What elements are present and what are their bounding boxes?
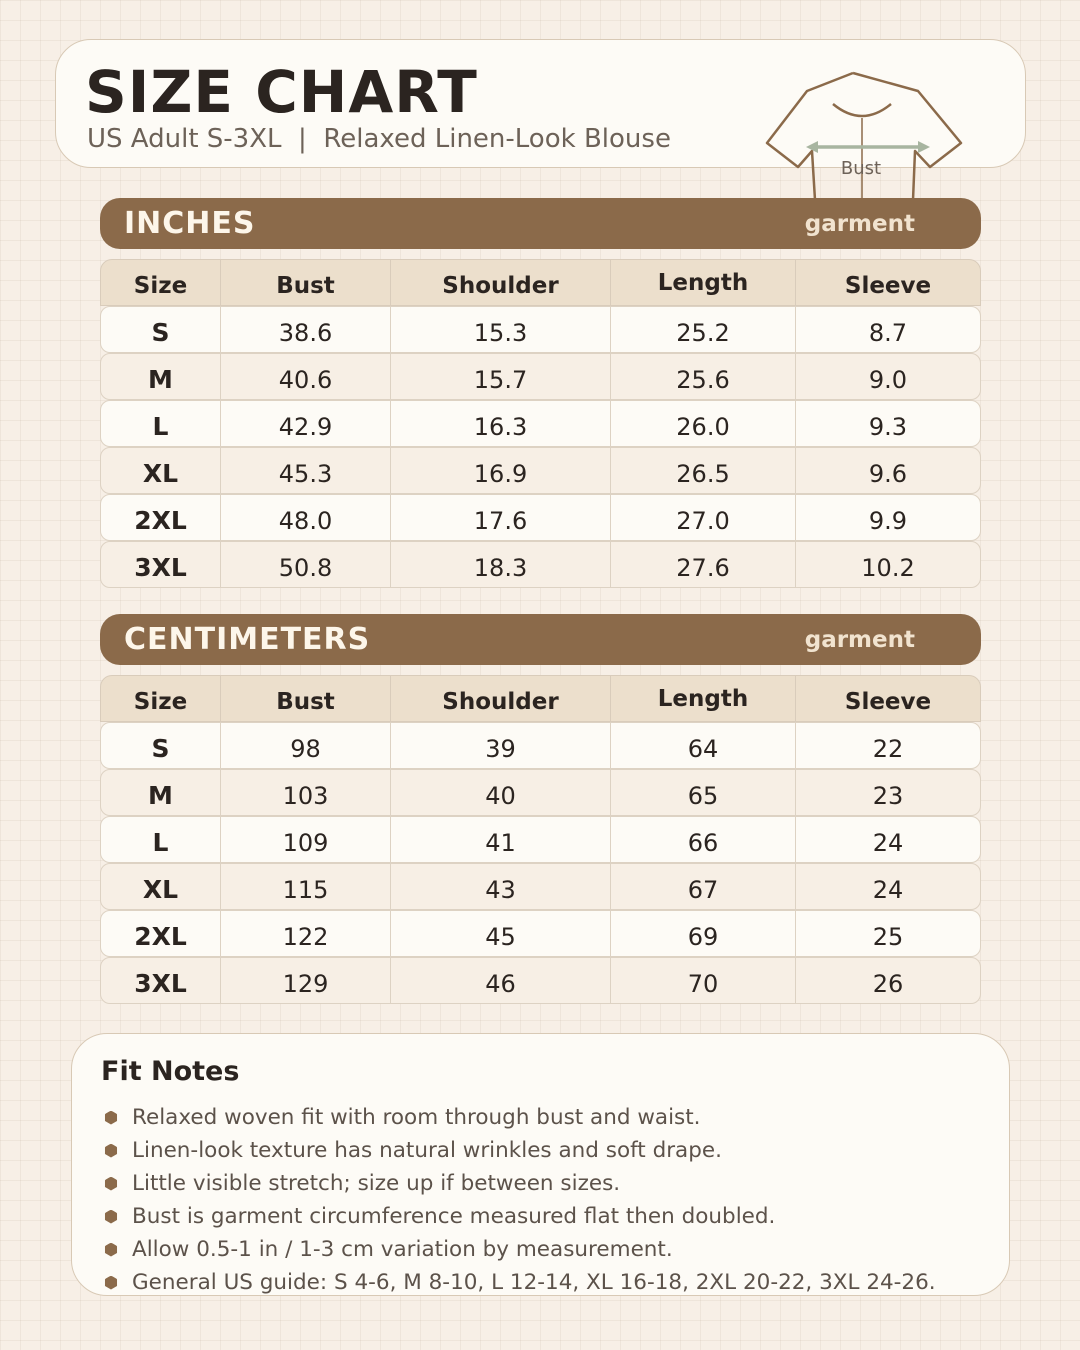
column-header-size: Size [101, 676, 221, 721]
bust-label: Bust [840, 158, 882, 179]
bust-cell: 42.9 [221, 401, 391, 446]
shoulder-cell: 15.3 [391, 307, 611, 352]
list-item [104, 1167, 936, 1200]
shoulder-cell: 41 [391, 817, 611, 862]
table-row [100, 494, 981, 541]
table-row [100, 722, 981, 769]
table-row [100, 353, 981, 400]
table-row [100, 863, 981, 910]
page-title: SIZE CHART [85, 58, 478, 126]
shoulder-cell: 16.3 [391, 401, 611, 446]
blouse-diagram-icon [760, 66, 970, 206]
sleeve-cell: 9.6 [868, 459, 908, 488]
inches-title: INCHES [124, 206, 256, 241]
column-header-bust: Bust [221, 260, 391, 305]
sleeve-cell: 24 [872, 875, 904, 904]
bust-cell: 122 [221, 911, 391, 956]
sleeve-cell: 9.3 [868, 412, 908, 441]
inches-section-bar [100, 198, 981, 249]
shoulder-cell: 16.9 [391, 448, 611, 493]
size-cell: 2XL [101, 911, 221, 956]
sleeve-cell: 22 [872, 734, 904, 763]
blouse-outline [767, 73, 961, 200]
sleeve-cell: 26 [872, 969, 904, 998]
shoulder-cell: 43 [391, 864, 611, 909]
fit-notes-card [71, 1033, 1010, 1296]
table-row [100, 447, 981, 494]
bullet-icon [104, 1177, 118, 1191]
length-cell: 70 [611, 958, 796, 1003]
size-cell: 3XL [101, 542, 221, 587]
list-item [104, 1134, 936, 1167]
bust-cell: 48.0 [221, 495, 391, 540]
table-row [100, 816, 981, 863]
bullet-icon [104, 1111, 118, 1125]
note-text: Relaxed woven fit with room through bust and waist. [132, 1105, 701, 1130]
centimeters-table [100, 675, 981, 1004]
fit-notes-title: Fit Notes [101, 1056, 240, 1087]
note-text: General US guide: S 4-6, M 8-10, L 12-14, XL 16-18, 2XL 20-22, 3XL 24-26. [132, 1270, 936, 1295]
table-row [100, 306, 981, 353]
bust-cell: 103 [221, 770, 391, 815]
sleeve-cell: 23 [872, 781, 904, 810]
sleeve-cell: 8.7 [868, 318, 908, 347]
bust-cell: 38.6 [221, 307, 391, 352]
length-cell: 27.6 [611, 542, 796, 587]
bust-arrow-right-head [918, 141, 930, 153]
table-row [100, 769, 981, 816]
fit-notes-list [104, 1101, 936, 1299]
size-cell: S [101, 723, 221, 768]
shoulder-cell: 46 [391, 958, 611, 1003]
shoulder-cell: 45 [391, 911, 611, 956]
length-cell: 27.0 [611, 495, 796, 540]
shoulder-cell: 15.7 [391, 354, 611, 399]
list-item [104, 1233, 936, 1266]
column-header-length: Length [611, 676, 796, 721]
size-cell: L [101, 817, 221, 862]
note-text: Allow 0.5-1 in / 1-3 cm variation by measurement. [132, 1237, 673, 1262]
column-header-sleeve: Sleeve [844, 688, 932, 715]
bullet-icon [104, 1210, 118, 1224]
length-cell: 25.6 [611, 354, 796, 399]
length-cell: 64 [611, 723, 796, 768]
note-text: Linen-look texture has natural wrinkles and soft drape. [132, 1138, 722, 1163]
bust-cell: 45.3 [221, 448, 391, 493]
length-cell: 26.5 [611, 448, 796, 493]
list-item [104, 1266, 936, 1299]
size-cell: XL [101, 864, 221, 909]
inches-note: garment [804, 211, 915, 237]
length-cell: 25.2 [611, 307, 796, 352]
column-header-bust: Bust [221, 676, 391, 721]
sleeve-cell: 24 [872, 828, 904, 857]
size-cell: 2XL [101, 495, 221, 540]
shoulder-cell: 39 [391, 723, 611, 768]
column-header-shoulder: Shoulder [391, 260, 611, 305]
table-row [100, 957, 981, 1004]
shoulder-cell: 40 [391, 770, 611, 815]
bullet-icon [104, 1276, 118, 1290]
length-cell: 26.0 [611, 401, 796, 446]
sleeve-cell: 10.2 [861, 553, 915, 582]
length-cell: 67 [611, 864, 796, 909]
sleeve-cell: 9.0 [868, 365, 908, 394]
page-subtitle: US Adult S-3XL | Relaxed Linen-Look Blouse [87, 124, 671, 154]
table-row [100, 541, 981, 588]
length-cell: 69 [611, 911, 796, 956]
bust-cell: 129 [221, 958, 391, 1003]
table-row [100, 910, 981, 957]
note-text: Bust is garment circumference measured flat then doubled. [132, 1204, 776, 1229]
bust-cell: 40.6 [221, 354, 391, 399]
size-cell: XL [101, 448, 221, 493]
length-cell: 65 [611, 770, 796, 815]
list-item [104, 1101, 936, 1134]
bust-cell: 109 [221, 817, 391, 862]
blouse-neckline [833, 104, 891, 116]
bust-cell: 115 [221, 864, 391, 909]
bust-cell: 98 [221, 723, 391, 768]
size-cell: L [101, 401, 221, 446]
column-header-size: Size [101, 260, 221, 305]
size-cell: M [101, 354, 221, 399]
bullet-icon [104, 1243, 118, 1257]
centimeters-note: garment [804, 627, 915, 653]
shoulder-cell: 18.3 [391, 542, 611, 587]
centimeters-section-bar [100, 614, 981, 665]
length-cell: 66 [611, 817, 796, 862]
inches-table [100, 259, 981, 588]
bullet-icon [104, 1144, 118, 1158]
column-header-sleeve: Sleeve [844, 272, 932, 299]
inches-header-row [100, 259, 981, 306]
bust-cell: 50.8 [221, 542, 391, 587]
list-item [104, 1200, 936, 1233]
note-text: Little visible stretch; size up if between sizes. [132, 1171, 621, 1196]
size-cell: S [101, 307, 221, 352]
centimeters-header-row [100, 675, 981, 722]
column-header-length: Length [611, 260, 796, 305]
shoulder-cell: 17.6 [391, 495, 611, 540]
sleeve-cell: 25 [872, 922, 904, 951]
sleeve-cell: 9.9 [868, 506, 908, 535]
size-cell: M [101, 770, 221, 815]
table-row [100, 400, 981, 447]
size-cell: 3XL [101, 958, 221, 1003]
column-header-shoulder: Shoulder [391, 676, 611, 721]
centimeters-title: CENTIMETERS [124, 622, 371, 657]
